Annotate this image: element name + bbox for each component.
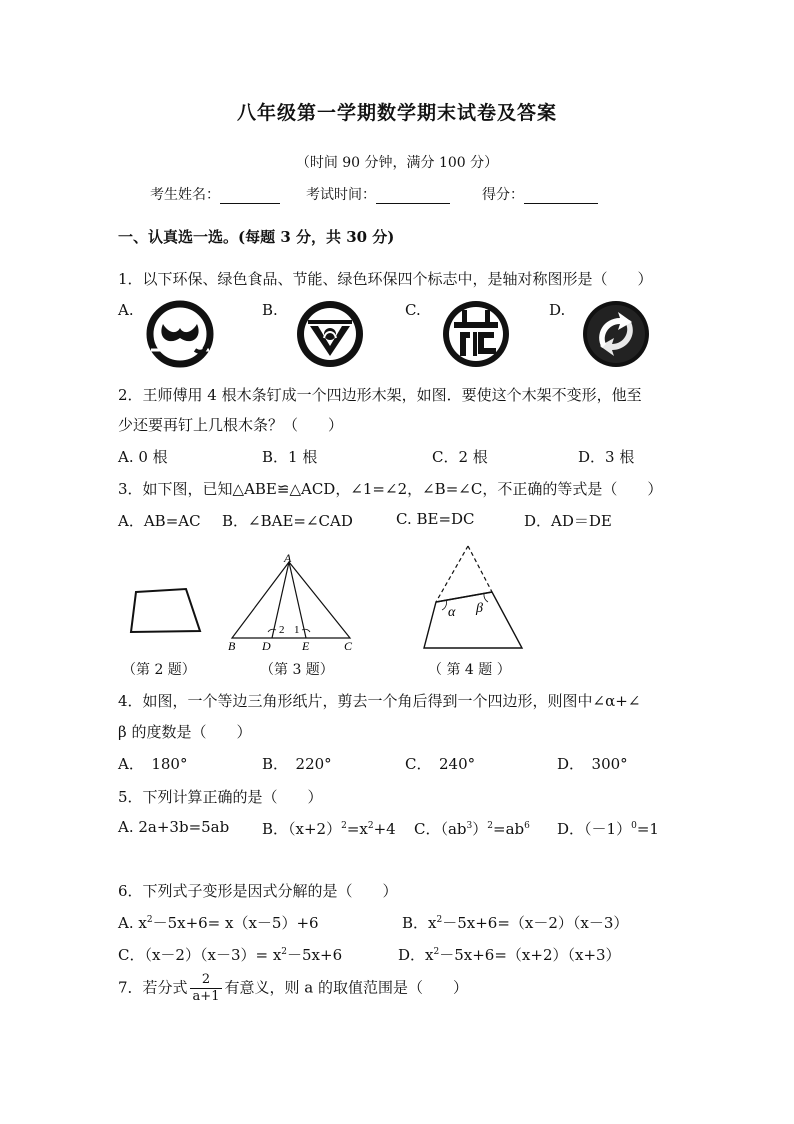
section-heading: 一、认真选一选。(每题 3 分，共 30 分) <box>118 228 395 246</box>
question-1-stem: 1．以下环保、绿色食品、节能、绿色环保四个标志中，是轴对称图形是（ ） <box>118 270 653 288</box>
q1-option-d: D. <box>549 301 566 319</box>
time-field <box>306 184 450 204</box>
page-title: 八年级第一学期数学期末试卷及答案 <box>236 102 557 124</box>
question-2-stem-line1: 2．王师傅用 4 根木条钉成一个四边形木架，如图．要使这个木架不变形，他至 <box>118 386 642 404</box>
label-d: D <box>262 639 271 653</box>
alpha-label: α <box>448 605 456 620</box>
question-5-stem: 5．下列计算正确的是（ ） <box>118 788 323 806</box>
q4-option-b: B． 220° <box>262 755 332 773</box>
label-b: B <box>228 639 236 653</box>
q5-option-d: D．$(-1)^0=1$ <box>557 820 659 838</box>
question-7-stem: 7．若分式 $\frac{2}{a+1}$ 有意义，则 a 的取值范围是（ ） <box>118 972 468 1004</box>
q3-option-b: B．∠BAE=∠CAD <box>222 512 353 530</box>
q6-option-b: B．$x^2-5x+6=(x-2)(x-3)$ <box>402 914 629 932</box>
q1-option-b: B. <box>262 301 278 319</box>
energy-saving-logo-icon <box>440 298 512 370</box>
green-recycle-logo-icon <box>580 298 652 370</box>
environment-logo-icon <box>145 298 215 370</box>
q2-option-a: A. 0 根 <box>118 448 168 466</box>
q5-option-c: C．$(ab^3)^2=ab^6$ <box>414 820 530 838</box>
triangle-abc-figure <box>222 550 362 654</box>
angle-2-label: 2 <box>279 624 285 636</box>
question-6-stem: 6．下列式子变形是因式分解的是（ ） <box>118 882 398 900</box>
q3-option-a: A．AB=AC <box>118 512 201 530</box>
q2-option-d: D．3 根 <box>578 448 635 466</box>
q6-option-c: C．$(x-2)(x-3)= x^2-5x+6$ <box>118 946 343 964</box>
q2-option-c: C．2 根 <box>432 448 488 466</box>
fraction: $\frac{2}{a+1}$ <box>190 972 223 1005</box>
angle-1-label: 1 <box>294 624 300 636</box>
time-label: 考试时间： <box>306 187 376 203</box>
name-field <box>150 184 280 204</box>
cut-triangle-figure <box>420 540 526 652</box>
question-4-stem-line1: 4．如图，一个等边三角形纸片，剪去一个角后得到一个四边形，则图中∠α+∠ <box>118 692 641 710</box>
figure-3-caption: （第 3 题） <box>260 662 334 678</box>
figure-2-caption: （第 2 题） <box>122 662 196 678</box>
q1-option-c: C. <box>405 301 421 319</box>
q4-option-d: D． 300° <box>557 755 628 773</box>
q6-option-d: D．$x^2-5x+6=(x+2)(x+3)$ <box>398 946 621 964</box>
quadrilateral-figure <box>126 586 206 636</box>
q2-option-b: B．1 根 <box>262 448 318 466</box>
beta-label: β <box>476 601 483 616</box>
q3-option-c: C. BE=DC <box>396 510 475 528</box>
q5-option-b: B．$(x+2)^2=x^2+4$ <box>262 820 396 838</box>
label-a: A <box>284 551 292 565</box>
figure-4-caption: （ 第 4 题 ） <box>428 662 511 678</box>
q4-option-a: A． 180° <box>118 755 188 773</box>
question-2-stem-line2: 少还要再钉上几根木条？（ ） <box>118 416 344 434</box>
question-3-stem: 3．如下图，已知△ABE≌△ACD，∠1=∠2，∠B=∠C，不正确的等式是（ ） <box>118 480 663 498</box>
q6-option-a: A. $x^2-5x+6= x(x-5)+6$ <box>118 914 319 932</box>
q1-option-a: A. <box>118 301 134 319</box>
label-e: E <box>302 639 310 653</box>
q3-option-d: D．AD＝DE <box>524 512 612 530</box>
label-c: C <box>344 639 353 653</box>
time-blank <box>376 189 450 204</box>
name-label: 考生姓名： <box>150 187 220 203</box>
exam-subtitle: （时间 90 分钟，满分 100 分） <box>295 155 499 171</box>
question-4-stem-line2: β 的度数是（ ） <box>118 723 252 741</box>
score-field <box>482 184 598 204</box>
q5-option-a: A. 2a+3b=5ab <box>118 818 230 836</box>
score-label: 得分： <box>482 187 524 203</box>
score-blank <box>524 189 598 204</box>
green-food-logo-icon <box>294 298 366 370</box>
name-blank <box>220 189 280 204</box>
q4-option-c: C． 240° <box>405 755 476 773</box>
